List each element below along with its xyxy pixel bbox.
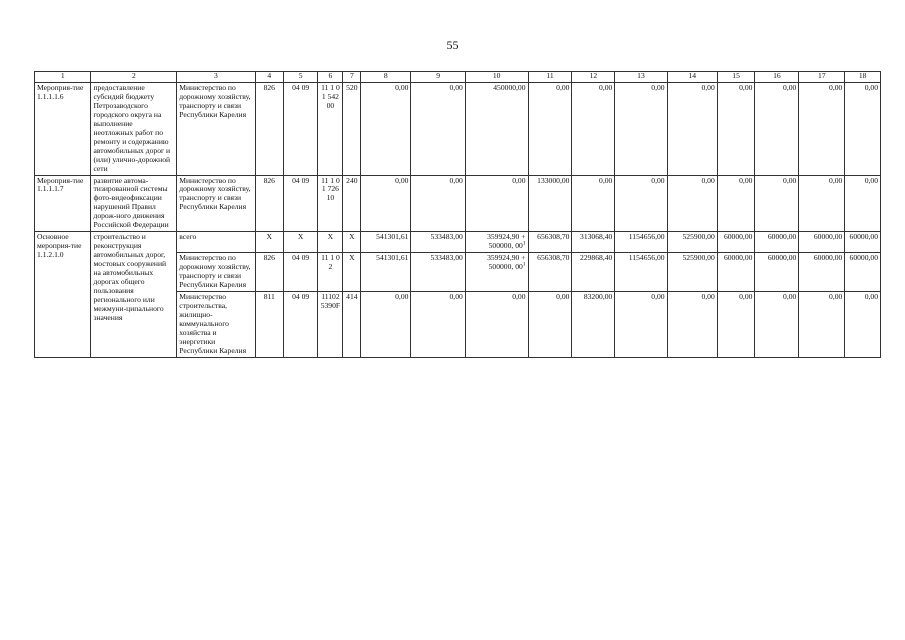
amount-cell bbox=[528, 253, 572, 292]
vr-code-cell: X bbox=[343, 232, 361, 253]
amount-value: 0,00 bbox=[651, 83, 665, 92]
amount-cell bbox=[755, 232, 799, 253]
csr-code-cell: 11 1 01 54200 bbox=[318, 83, 343, 176]
amount-cell bbox=[572, 291, 615, 357]
amount-value: 0,00 bbox=[449, 291, 463, 301]
executor-cell: всего bbox=[177, 232, 255, 253]
table-row bbox=[35, 232, 881, 253]
amount-value: 0,00 bbox=[829, 291, 843, 301]
grbs-code-cell: 826 bbox=[255, 175, 283, 232]
amount-value: 0,00 bbox=[599, 83, 613, 92]
amount-value: 0,00 bbox=[783, 175, 797, 185]
amount-cell bbox=[717, 253, 755, 292]
column-header: 10 bbox=[465, 72, 528, 83]
amount-cell bbox=[361, 175, 411, 232]
amount-cell bbox=[755, 175, 799, 232]
amount-value: 525900,00 bbox=[682, 232, 715, 242]
amount-cell bbox=[528, 175, 572, 232]
column-header: 17 bbox=[799, 72, 845, 83]
amount-value: 60000,00 bbox=[813, 253, 843, 263]
amount-cell bbox=[361, 83, 411, 176]
amount-value: 0,00 bbox=[651, 291, 665, 301]
amount-value: 0,00 bbox=[783, 83, 797, 92]
footnote-marker: 1 bbox=[522, 240, 526, 247]
amount-cell bbox=[465, 291, 528, 357]
amount-value: 0,00 bbox=[512, 291, 526, 301]
amount-value: 450000,00 bbox=[493, 83, 526, 92]
amount-value: 533483,00 bbox=[430, 232, 463, 242]
measure-number-cell: Мероприя-тие 1.1.1.1.7 bbox=[35, 175, 91, 232]
amount-value: 656308,70 bbox=[537, 253, 570, 263]
amount-cell bbox=[717, 291, 755, 357]
amount-value: 0,00 bbox=[556, 83, 570, 92]
amount-value: 1154656,00 bbox=[628, 232, 665, 242]
amount-value: 60000,00 bbox=[767, 232, 797, 242]
amount-cell bbox=[361, 232, 411, 253]
amount-cell bbox=[755, 253, 799, 292]
footnote-marker: 1 bbox=[522, 261, 526, 268]
column-header: 18 bbox=[845, 72, 881, 83]
column-header: 9 bbox=[411, 72, 465, 83]
csr-code-cell: 11102 5390F bbox=[318, 291, 343, 357]
column-header: 8 bbox=[361, 72, 411, 83]
amount-value: 83200,00 bbox=[583, 291, 613, 301]
amount-value: 656308,70 bbox=[537, 232, 570, 242]
measure-description-cell: строительство и реконструкция автомобильных дорог, мостовых сооружений на автомобильных дорогах общего пользования регионального или межмуни-ципального значения bbox=[91, 232, 177, 357]
amount-value: 0,00 bbox=[701, 291, 715, 301]
table-row bbox=[35, 83, 881, 176]
measure-description-cell: развитие автома-тизированной системы фото-видеофиксации нарушений Правил дорож-ного движения Российской Федерации bbox=[91, 175, 177, 232]
amount-cell bbox=[361, 253, 411, 292]
page-number: 55 bbox=[446, 38, 459, 52]
amount-cell bbox=[845, 83, 881, 176]
amount-cell bbox=[799, 291, 845, 357]
column-header: 11 bbox=[528, 72, 572, 83]
amount-cell bbox=[845, 253, 881, 292]
measure-description-cell: предоставление субсидий бюджету Петрозаводского городского округа на выполнение неотложных работ по ремонту и содержанию автомобильных дорог и (или) улично-дорожной сети bbox=[91, 83, 177, 176]
column-header: 12 bbox=[572, 72, 615, 83]
rzpr-code-cell: X bbox=[283, 232, 318, 253]
amount-cell bbox=[799, 253, 845, 292]
amount-value: 0,00 bbox=[449, 83, 463, 92]
amount-cell bbox=[845, 232, 881, 253]
amount-cell bbox=[615, 253, 667, 292]
amount-cell bbox=[411, 253, 465, 292]
rzpr-code-cell: 04 09 bbox=[283, 291, 318, 357]
grbs-code-cell: 826 bbox=[255, 83, 283, 176]
amount-cell bbox=[528, 291, 572, 357]
column-header: 2 bbox=[91, 72, 177, 83]
executor-cell: Министерство по дорожному хозяйству, транспорту и связи Республики Карелия bbox=[177, 175, 255, 232]
amount-value: 0,00 bbox=[783, 291, 797, 301]
amount-value: 0,00 bbox=[864, 175, 878, 185]
amount-value: 0,00 bbox=[739, 291, 753, 301]
amount-value: 60000,00 bbox=[767, 253, 797, 263]
amount-cell bbox=[572, 175, 615, 232]
vr-code-cell: 520 bbox=[343, 83, 361, 176]
amount-value: 60000,00 bbox=[813, 232, 843, 242]
column-header: 6 bbox=[318, 72, 343, 83]
amount-cell bbox=[572, 253, 615, 292]
column-header: 3 bbox=[177, 72, 255, 83]
amount-cell bbox=[572, 83, 615, 176]
amount-cell bbox=[465, 83, 528, 176]
amount-cell bbox=[755, 83, 799, 176]
column-header: 16 bbox=[755, 72, 799, 83]
amount-value: 0,00 bbox=[395, 83, 409, 92]
amount-cell bbox=[717, 175, 755, 232]
amount-cell bbox=[528, 83, 572, 176]
table-row bbox=[35, 175, 881, 232]
amount-value: 533483,00 bbox=[430, 253, 463, 263]
column-header: 15 bbox=[717, 72, 755, 83]
grbs-code-cell: 811 bbox=[255, 291, 283, 357]
csr-code-cell: 11 1 02 bbox=[318, 253, 343, 292]
amount-cell bbox=[799, 175, 845, 232]
rzpr-code-cell: 04 09 bbox=[283, 175, 318, 232]
csr-code-cell: X bbox=[318, 232, 343, 253]
amount-cell bbox=[845, 175, 881, 232]
amount-cell bbox=[411, 83, 465, 176]
amount-value: 359924,90 + 500000, 00 bbox=[487, 232, 526, 251]
amount-cell bbox=[615, 291, 667, 357]
amount-value: 525900,00 bbox=[682, 253, 715, 263]
amount-cell bbox=[667, 232, 717, 253]
amount-value: 0,00 bbox=[701, 175, 715, 185]
amount-cell bbox=[717, 232, 755, 253]
amount-value: 0,00 bbox=[864, 83, 878, 92]
amount-value: 60000,00 bbox=[849, 232, 878, 242]
grbs-code-cell: 826 bbox=[255, 253, 283, 292]
vr-code-cell: 240 bbox=[343, 175, 361, 232]
amount-value: 0,00 bbox=[739, 83, 753, 92]
grbs-code-cell: X bbox=[255, 232, 283, 253]
amount-cell bbox=[411, 175, 465, 232]
amount-cell bbox=[615, 232, 667, 253]
amount-cell bbox=[799, 83, 845, 176]
vr-code-cell: X bbox=[343, 253, 361, 292]
measure-number-cell: Основное мероприя-тие 1.1.2.1.0 bbox=[35, 232, 91, 357]
measure-number-cell: Мероприя-тие 1.1.1.1.6 bbox=[35, 83, 91, 176]
amount-cell bbox=[411, 232, 465, 253]
amount-value: 359924,90 + 500000, 00 bbox=[487, 253, 526, 272]
amount-value: 541301,61 bbox=[376, 253, 409, 263]
amount-cell bbox=[465, 175, 528, 232]
amount-cell bbox=[667, 175, 717, 232]
rzpr-code-cell: 04 09 bbox=[283, 253, 318, 292]
amount-value: 133000,00 bbox=[537, 175, 570, 185]
amount-value: 0,00 bbox=[395, 291, 409, 301]
amount-value: 0,00 bbox=[556, 291, 570, 301]
amount-cell bbox=[667, 291, 717, 357]
amount-cell bbox=[845, 291, 881, 357]
amount-cell bbox=[465, 253, 528, 292]
amount-value: 60000,00 bbox=[723, 232, 753, 242]
amount-value: 541301,61 bbox=[376, 232, 409, 242]
rzpr-code-cell: 04 09 bbox=[283, 83, 318, 176]
amount-value: 60000,00 bbox=[723, 253, 753, 263]
amount-value: 0,00 bbox=[739, 175, 753, 185]
amount-value: 0,00 bbox=[599, 175, 613, 185]
amount-cell bbox=[528, 232, 572, 253]
amount-value: 0,00 bbox=[512, 175, 526, 185]
amount-cell bbox=[667, 83, 717, 176]
column-header: 14 bbox=[667, 72, 717, 83]
executor-cell: Министерство строительства, жилищно-коммунального хозяйства и энергетики Республики Карелия bbox=[177, 291, 255, 357]
amount-cell bbox=[361, 291, 411, 357]
amount-cell bbox=[799, 232, 845, 253]
column-header: 1 bbox=[35, 72, 91, 83]
amount-value: 229868,40 bbox=[580, 253, 613, 263]
amount-value: 1154656,00 bbox=[628, 253, 665, 263]
amount-value: 0,00 bbox=[829, 175, 843, 185]
column-header: 7 bbox=[343, 72, 361, 83]
executor-cell: Министерство по дорожному хозяйству, транспорту и связи Республики Карелия bbox=[177, 253, 255, 292]
column-header: 4 bbox=[255, 72, 283, 83]
amount-value: 0,00 bbox=[864, 291, 878, 301]
amount-value: 0,00 bbox=[651, 175, 665, 185]
amount-value: 0,00 bbox=[829, 83, 843, 92]
amount-value: 0,00 bbox=[449, 175, 463, 185]
csr-code-cell: 11 1 01 72610 bbox=[318, 175, 343, 232]
amount-value: 0,00 bbox=[395, 175, 409, 185]
executor-cell: Министерство по дорожному хозяйству, транспорту и связи Республики Карелия bbox=[177, 83, 255, 176]
column-header: 5 bbox=[283, 72, 318, 83]
amount-cell bbox=[411, 291, 465, 357]
column-header: 13 bbox=[615, 72, 667, 83]
amount-cell bbox=[615, 83, 667, 176]
vr-code-cell: 414 bbox=[343, 291, 361, 357]
amount-cell bbox=[667, 253, 717, 292]
amount-value: 0,00 bbox=[701, 83, 715, 92]
amount-cell bbox=[572, 232, 615, 253]
amount-value: 313068,40 bbox=[580, 232, 613, 242]
amount-cell bbox=[717, 83, 755, 176]
budget-table bbox=[34, 71, 881, 358]
amount-cell bbox=[615, 175, 667, 232]
amount-cell bbox=[755, 291, 799, 357]
header-row bbox=[35, 72, 881, 83]
amount-cell bbox=[465, 232, 528, 253]
amount-value: 60000,00 bbox=[849, 253, 878, 263]
